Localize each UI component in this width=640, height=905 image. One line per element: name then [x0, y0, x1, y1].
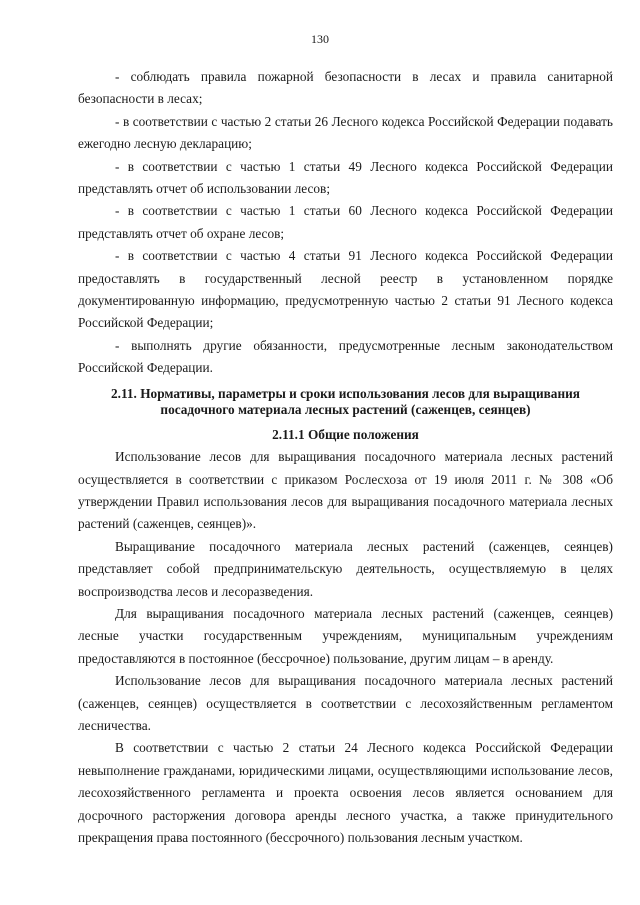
page-number: 130 — [311, 32, 329, 46]
paragraph: В соответствии с частью 2 статьи 24 Лесного кодекса Российской Федерации невыполнение гражданами, юридическими лицами, осуществляющими использование лесов, лесохозяйственного регламента и проекта освоения лесов является основанием для досрочного расторжения договора аренды лесного участка, а также принудительного прекращения права постоянного (бессрочного) пользования лесным участком. — [78, 740, 613, 845]
paragraph: Выращивание посадочного материала лесных растений (саженцев, сеянцев) представляет собой предпринимательскую деятельность, осуществляемую в целях воспроизводства лесов и лесоразведения. — [78, 538, 613, 599]
subsection-heading: 2.11.1 Общие положения — [272, 426, 419, 442]
section-heading: 2.11. Нормативы, параметры и сроки использования лесов для выращивания посадочного материала лесных растений (саженцев, сеянцев) — [111, 385, 580, 417]
bullet-item: - в соответствии с частью 4 статьи 91 Лесного кодекса Российской Федерации предоставлять в государственный лесной реестр в установленном порядке документированную информацию, предусмотренную частью 2 статьи 91 Лесного кодекса Российской Федерации; — [78, 248, 613, 331]
bullet-item: - в соответствии с частью 1 статьи 49 Лесного кодекса Российской Федерации представлять отчет об использовании лесов; — [78, 158, 613, 197]
document-body — [78, 66, 613, 849]
bullet-item: - в соответствии с частью 2 статьи 26 Лесного кодекса Российской Федерации подавать ежегодно лесную декларацию; — [78, 113, 613, 152]
paragraph: Использование лесов для выращивания посадочного материала лесных растений осуществляется в соответствии с приказом Рослесхоза от 19 июля 2011 г. № 308 «Об утверждении Правил использования лесов для выращивания посадочного материала лесных растений (саженцев, сеянцев)». — [78, 449, 613, 532]
paragraph: Использование лесов для выращивания посадочного материала лесных растений (саженцев, сеянцев) осуществляется в соответствии с лесохозяйственным регламентом лесничества. — [78, 673, 613, 733]
bullet-item: - в соответствии с частью 1 статьи 60 Лесного кодекса Российской Федерации представлять отчет об охране лесов; — [78, 203, 613, 241]
bullet-item: - выполнять другие обязанности, предусмотренные лесным законодательством Российской Федерации. — [78, 337, 613, 376]
bullet-item: - соблюдать правила пожарной безопасности в лесах и правила санитарной безопасности в лесах; — [78, 69, 613, 107]
paragraph: Для выращивания посадочного материала лесных растений (саженцев, сеянцев) лесные участки государственным учреждениям, муниципальным учреждениям предоставляются в постоянное (бессрочное) пользование, другим лицам – в аренду. — [78, 605, 613, 666]
